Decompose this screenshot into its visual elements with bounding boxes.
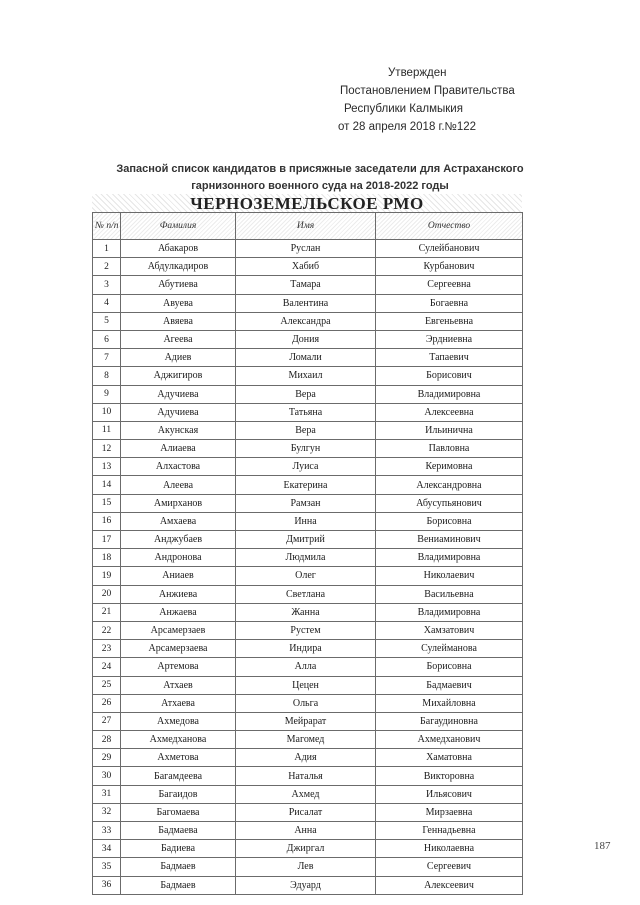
cell-patronymic: Алексеевич xyxy=(376,876,523,894)
cell-surname: Абдулкадиров xyxy=(121,258,236,276)
cell-patronymic: Владимировна xyxy=(376,603,523,621)
cell-patronymic: Ильясович xyxy=(376,785,523,803)
cell-number: 11 xyxy=(93,421,121,439)
cell-patronymic: Борисович xyxy=(376,367,523,385)
cell-number: 8 xyxy=(93,367,121,385)
table-row xyxy=(93,312,523,330)
table-row xyxy=(93,385,523,403)
table-row xyxy=(93,421,523,439)
cell-number: 2 xyxy=(93,258,121,276)
cell-name: Инна xyxy=(236,512,376,530)
cell-number: 26 xyxy=(93,694,121,712)
cell-surname: Атхаева xyxy=(121,694,236,712)
header-patronymic: Отчество xyxy=(376,213,523,240)
cell-name: Алла xyxy=(236,658,376,676)
cell-name: Ольга xyxy=(236,694,376,712)
table-row xyxy=(93,440,523,458)
document-title xyxy=(90,161,550,195)
cell-surname: Бадиева xyxy=(121,840,236,858)
cell-surname: Адучиева xyxy=(121,403,236,421)
header-number: № п/п xyxy=(93,213,121,240)
cell-number: 34 xyxy=(93,840,121,858)
approval-line: Утвержден xyxy=(388,67,447,79)
approval-block xyxy=(338,64,538,136)
cell-patronymic: Бадмаевич xyxy=(376,676,523,694)
table-row xyxy=(93,494,523,512)
cell-number: 33 xyxy=(93,822,121,840)
cell-number: 3 xyxy=(93,276,121,294)
cell-name: Людмила xyxy=(236,549,376,567)
title-line: Запасной список кандидатов в присяжные заседатели для Астраханского xyxy=(116,163,524,175)
cell-surname: Анжаева xyxy=(121,603,236,621)
cell-patronymic: Сулейманова xyxy=(376,640,523,658)
cell-number: 23 xyxy=(93,640,121,658)
table-row xyxy=(93,676,523,694)
cell-name: Тамара xyxy=(236,276,376,294)
cell-number: 10 xyxy=(93,403,121,421)
cell-surname: Ахметова xyxy=(121,749,236,767)
cell-number: 16 xyxy=(93,512,121,530)
table-row xyxy=(93,258,523,276)
cell-patronymic: Михайловна xyxy=(376,694,523,712)
cell-number: 31 xyxy=(93,785,121,803)
table-body xyxy=(93,240,523,895)
cell-patronymic: Хамзатович xyxy=(376,621,523,639)
approval-line: Постановлением Правительства xyxy=(340,85,515,97)
cell-name: Михаил xyxy=(236,367,376,385)
cell-surname: Авуева xyxy=(121,294,236,312)
table-row xyxy=(93,694,523,712)
cell-patronymic: Курбанович xyxy=(376,258,523,276)
cell-name: Эдуард xyxy=(236,876,376,894)
cell-surname: Абутиева xyxy=(121,276,236,294)
cell-name: Татьяна xyxy=(236,403,376,421)
cell-surname: Ахмедова xyxy=(121,712,236,730)
cell-name: Валентина xyxy=(236,294,376,312)
cell-surname: Андронова xyxy=(121,549,236,567)
cell-number: 15 xyxy=(93,494,121,512)
cell-surname: Ахмедханова xyxy=(121,731,236,749)
cell-name: Рустем xyxy=(236,621,376,639)
table-row xyxy=(93,276,523,294)
cell-number: 14 xyxy=(93,476,121,494)
cell-surname: Авяева xyxy=(121,312,236,330)
candidates-table xyxy=(92,212,523,895)
cell-surname: Алиаева xyxy=(121,440,236,458)
cell-name: Дмитрий xyxy=(236,531,376,549)
cell-number: 25 xyxy=(93,676,121,694)
cell-name: Светлана xyxy=(236,585,376,603)
cell-patronymic: Борисовна xyxy=(376,512,523,530)
cell-patronymic: Борисовна xyxy=(376,658,523,676)
cell-name: Лев xyxy=(236,858,376,876)
table-row xyxy=(93,767,523,785)
cell-name: Наталья xyxy=(236,767,376,785)
approval-line: Республики Калмыкия xyxy=(344,103,463,115)
cell-patronymic: Александровна xyxy=(376,476,523,494)
cell-surname: Атхаев xyxy=(121,676,236,694)
table-row xyxy=(93,840,523,858)
table-row xyxy=(93,803,523,821)
table-row xyxy=(93,549,523,567)
cell-number: 6 xyxy=(93,330,121,348)
cell-surname: Амхаева xyxy=(121,512,236,530)
cell-name: Жанна xyxy=(236,603,376,621)
cell-name: Анна xyxy=(236,822,376,840)
cell-name: Ахмед xyxy=(236,785,376,803)
table-row xyxy=(93,458,523,476)
cell-patronymic: Тапаевич xyxy=(376,349,523,367)
cell-number: 4 xyxy=(93,294,121,312)
cell-name: Дония xyxy=(236,330,376,348)
cell-number: 27 xyxy=(93,712,121,730)
cell-number: 12 xyxy=(93,440,121,458)
table-row xyxy=(93,621,523,639)
table-row xyxy=(93,567,523,585)
title-line: гарнизонного военного суда на 2018-2022 годы xyxy=(191,180,449,192)
table-row xyxy=(93,658,523,676)
cell-patronymic: Мирзаевна xyxy=(376,803,523,821)
cell-number: 29 xyxy=(93,749,121,767)
cell-number: 18 xyxy=(93,549,121,567)
cell-patronymic: Евгеньевна xyxy=(376,312,523,330)
cell-name: Хабиб xyxy=(236,258,376,276)
cell-name: Джиргал xyxy=(236,840,376,858)
cell-surname: Багамдеева xyxy=(121,767,236,785)
cell-name: Индира xyxy=(236,640,376,658)
cell-patronymic: Абусупьянович xyxy=(376,494,523,512)
cell-patronymic: Николаевич xyxy=(376,567,523,585)
cell-number: 30 xyxy=(93,767,121,785)
cell-patronymic: Богаевна xyxy=(376,294,523,312)
cell-surname: Абакаров xyxy=(121,240,236,258)
cell-surname: Багомаева xyxy=(121,803,236,821)
cell-surname: Бадмаев xyxy=(121,876,236,894)
cell-patronymic: Павловна xyxy=(376,440,523,458)
table-row xyxy=(93,858,523,876)
cell-patronymic: Хаматовна xyxy=(376,749,523,767)
cell-surname: Алеева xyxy=(121,476,236,494)
table-row xyxy=(93,476,523,494)
table-row xyxy=(93,749,523,767)
cell-name: Мейрарат xyxy=(236,712,376,730)
table-row xyxy=(93,240,523,258)
cell-name: Екатерина xyxy=(236,476,376,494)
cell-patronymic: Багаудиновна xyxy=(376,712,523,730)
approval-line: от 28 апреля 2018 г.№122 xyxy=(338,121,477,133)
cell-name: Адия xyxy=(236,749,376,767)
cell-patronymic: Васильевна xyxy=(376,585,523,603)
table-row xyxy=(93,330,523,348)
cell-number: 19 xyxy=(93,567,121,585)
cell-patronymic: Сергеевна xyxy=(376,276,523,294)
table-row xyxy=(93,712,523,730)
cell-number: 35 xyxy=(93,858,121,876)
cell-name: Магомед xyxy=(236,731,376,749)
cell-surname: Анджубаев xyxy=(121,531,236,549)
header-name: Имя xyxy=(236,213,376,240)
table-row xyxy=(93,512,523,530)
cell-surname: Аниаев xyxy=(121,567,236,585)
cell-patronymic: Сергеевич xyxy=(376,858,523,876)
cell-number: 7 xyxy=(93,349,121,367)
cell-number: 9 xyxy=(93,385,121,403)
cell-surname: Бадмаева xyxy=(121,822,236,840)
table-header-row xyxy=(93,213,523,240)
cell-number: 28 xyxy=(93,731,121,749)
cell-surname: Алхастова xyxy=(121,458,236,476)
cell-surname: Артемова xyxy=(121,658,236,676)
cell-number: 17 xyxy=(93,531,121,549)
cell-patronymic: Ахмедханович xyxy=(376,731,523,749)
cell-number: 22 xyxy=(93,621,121,639)
cell-patronymic: Алексеевна xyxy=(376,403,523,421)
table-row xyxy=(93,403,523,421)
header-surname: Фамилия xyxy=(121,213,236,240)
cell-patronymic: Владимировна xyxy=(376,385,523,403)
cell-number: 32 xyxy=(93,803,121,821)
table-row xyxy=(93,349,523,367)
region-heading: ЧЕРНОЗЕМЕЛЬСКОЕ РМО xyxy=(92,194,522,214)
cell-patronymic: Николаевна xyxy=(376,840,523,858)
page-number: 187 xyxy=(594,840,611,852)
cell-number: 1 xyxy=(93,240,121,258)
cell-patronymic: Ильинична xyxy=(376,421,523,439)
cell-surname: Анжиева xyxy=(121,585,236,603)
cell-number: 24 xyxy=(93,658,121,676)
cell-number: 20 xyxy=(93,585,121,603)
cell-name: Булгун xyxy=(236,440,376,458)
cell-patronymic: Керимовна xyxy=(376,458,523,476)
cell-number: 5 xyxy=(93,312,121,330)
cell-surname: Арсамерзаев xyxy=(121,621,236,639)
cell-surname: Адучиева xyxy=(121,385,236,403)
cell-name: Цецен xyxy=(236,676,376,694)
cell-patronymic: Вениаминович xyxy=(376,531,523,549)
cell-surname: Адиев xyxy=(121,349,236,367)
cell-name: Луиса xyxy=(236,458,376,476)
cell-patronymic: Сулейбанович xyxy=(376,240,523,258)
table-row xyxy=(93,294,523,312)
cell-name: Олег xyxy=(236,567,376,585)
table-row xyxy=(93,785,523,803)
cell-name: Рисалат xyxy=(236,803,376,821)
cell-surname: Аджигиров xyxy=(121,367,236,385)
cell-name: Вера xyxy=(236,421,376,439)
cell-surname: Бадмаев xyxy=(121,858,236,876)
cell-surname: Арсамерзаева xyxy=(121,640,236,658)
table-row xyxy=(93,585,523,603)
cell-name: Ломали xyxy=(236,349,376,367)
cell-name: Руслан xyxy=(236,240,376,258)
cell-name: Рамзан xyxy=(236,494,376,512)
table-row xyxy=(93,367,523,385)
cell-name: Александра xyxy=(236,312,376,330)
table-row xyxy=(93,603,523,621)
cell-number: 21 xyxy=(93,603,121,621)
cell-patronymic: Эрдниевна xyxy=(376,330,523,348)
cell-surname: Агеева xyxy=(121,330,236,348)
cell-name: Вера xyxy=(236,385,376,403)
table-row xyxy=(93,531,523,549)
table-row xyxy=(93,876,523,894)
table-row xyxy=(93,640,523,658)
cell-number: 13 xyxy=(93,458,121,476)
cell-surname: Акунская xyxy=(121,421,236,439)
cell-surname: Багаидов xyxy=(121,785,236,803)
cell-patronymic: Викторовна xyxy=(376,767,523,785)
cell-number: 36 xyxy=(93,876,121,894)
table-row xyxy=(93,731,523,749)
cell-patronymic: Геннадьевна xyxy=(376,822,523,840)
table-row xyxy=(93,822,523,840)
cell-surname: Амирханов xyxy=(121,494,236,512)
cell-patronymic: Владимировна xyxy=(376,549,523,567)
